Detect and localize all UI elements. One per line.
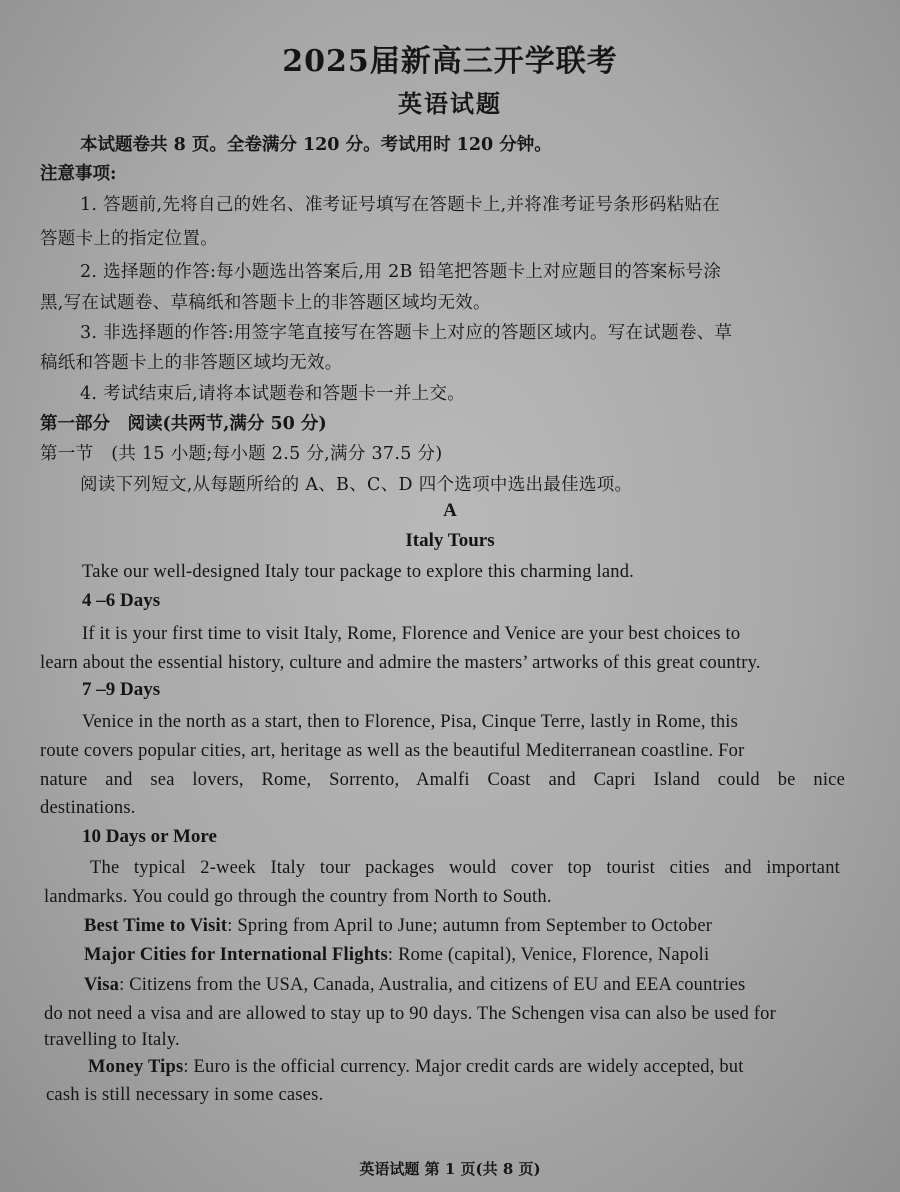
notice-item-2-cont: 黑,写在试题卷、草稿纸和答题卡上的非答题区域均无效。 <box>40 293 491 313</box>
part-one-heading: 第一部分 阅读(共两节,满分 50 分) <box>40 414 327 434</box>
flight-cities-line <box>84 945 709 966</box>
flight-cities-label: Major Cities for International Flights <box>84 945 388 965</box>
section-7-9-line-4: destinations. <box>40 798 136 818</box>
exam-subject: 英语试题 <box>398 89 502 118</box>
section-one-heading: 第一节 (共 15 小题;每小题 2.5 分,满分 37.5 分) <box>40 444 443 464</box>
visa-line-2: do not need a visa and are allowed to stay up to 90 days. The Schengen visa can also be used for <box>44 1004 776 1024</box>
passage-letter: A <box>443 500 457 521</box>
best-time-text: : Spring from April to June; autumn from September to October <box>227 916 713 936</box>
notice-item-2: 2. 选择题的作答:每小题选出答案后,用 2B 铅笔把答题卡上对应题目的答案标号涂 <box>80 262 722 282</box>
best-time-line <box>84 916 712 937</box>
notice-item-1-cont: 答题卡上的指定位置。 <box>40 229 218 249</box>
money-label: Money Tips <box>88 1057 184 1077</box>
money-line-1 <box>88 1057 744 1078</box>
visa-line-3: travelling to Italy. <box>44 1030 180 1050</box>
section-7-9-line-1: Venice in the north as a start, then to Florence, Pisa, Cinque Terre, lastly in Rome, this <box>82 712 739 732</box>
best-time-label: Best Time to Visit <box>84 916 228 936</box>
reading-directions: 阅读下列短文,从每题所给的 A、B、C、D 四个选项中选出最佳选项。 <box>80 475 633 495</box>
section-heading-7-9-days: 7 –9 Days <box>82 679 161 700</box>
section-10-line-1: The typical 2-week Italy tour packages would cover top tourist cities and important <box>90 858 840 878</box>
exam-summary: 本试题卷共 8 页。全卷满分 120 分。考试用时 120 分钟。 <box>80 135 552 155</box>
section-heading-4-6-days: 4 –6 Days <box>82 590 161 611</box>
visa-line-1 <box>84 975 745 996</box>
passage-title: Italy Tours <box>405 530 495 551</box>
money-text-1: : Euro is the official currency. Major credit cards are widely accepted, but <box>183 1057 744 1077</box>
page-footer: 英语试题 第 1 页(共 8 页) <box>359 1160 541 1178</box>
section-heading-10-days: 10 Days or More <box>82 826 217 847</box>
notice-item-4: 4. 考试结束后,请将本试题卷和答题卡一并上交。 <box>80 384 466 404</box>
section-4-6-line-1: If it is your first time to visit Italy, Rome, Florence and Venice are your best choices to <box>82 624 741 644</box>
section-7-9-line-2: route covers popular cities, art, heritage as well as the beautiful Mediterranean coastline. For <box>40 741 745 761</box>
money-line-2: cash is still necessary in some cases. <box>46 1085 324 1105</box>
notice-item-3-cont: 稿纸和答题卡上的非答题区域均无效。 <box>40 353 343 373</box>
section-4-6-line-2: learn about the essential history, culture and admire the masters’ artworks of this great country. <box>40 653 761 673</box>
section-10-line-2: landmarks. You could go through the country from North to South. <box>44 887 552 907</box>
visa-text-1: : Citizens from the USA, Canada, Australia, and citizens of EU and EEA countries <box>119 975 746 995</box>
notice-item-3: 3. 非选择题的作答:用签字笔直接写在答题卡上对应的答题区域内。写在试题卷、草 <box>80 323 733 343</box>
flight-cities-text: : Rome (capital), Venice, Florence, Napoli <box>387 945 710 965</box>
exam-title: 2025届新高三开学联考 <box>282 44 618 79</box>
section-7-9-line-3: nature and sea lovers, Rome, Sorrento, Amalfi Coast and Capri Island could be nice <box>40 770 845 790</box>
passage-intro: Take our well-designed Italy tour package to explore this charming land. <box>82 562 634 582</box>
notice-heading: 注意事项: <box>40 164 117 184</box>
notice-item-1: 1. 答题前,先将自己的姓名、准考证号填写在答题卡上,并将准考证号条形码粘贴在 <box>80 195 721 215</box>
visa-label: Visa <box>84 975 120 995</box>
